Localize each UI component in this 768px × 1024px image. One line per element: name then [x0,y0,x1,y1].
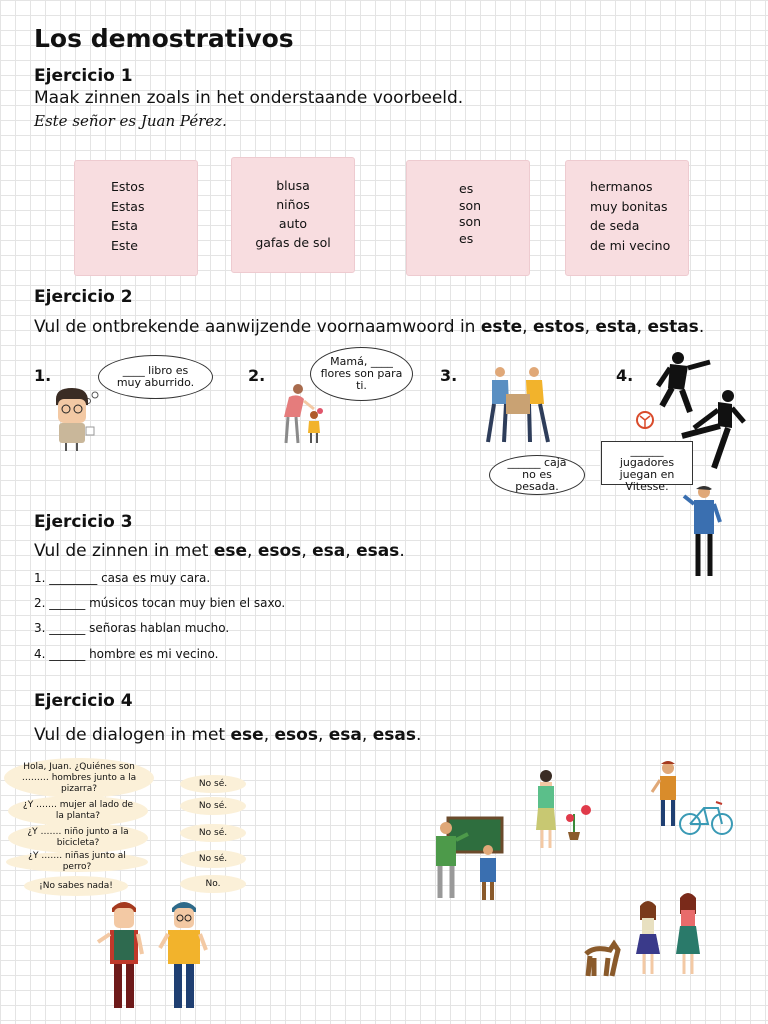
mother-and-child-icon [274,383,326,447]
ex2-heading: Ejercicio 2 [34,287,133,307]
ex4-instruction [34,725,421,745]
ex2-instruction [34,317,704,337]
keyword: esos [257,541,302,561]
dialogue-cloud: ¿Y ……. niñas junto al perro? [6,852,148,872]
item-number-1: 1. [34,366,52,385]
keyword: estos [532,317,585,337]
dialogue-cloud: ¿Y ……. mujer al lado de la planta? [8,796,148,826]
item-number-3: 3. [440,366,458,385]
word: muy bonitas [590,198,668,214]
separator: , [584,317,596,337]
speech-bubble-2: Mamá, ____ flores son para ti. [310,347,413,401]
instruction-text: Vul de zinnen in met [34,541,214,561]
word: son [459,197,482,213]
ex3-heading: Ejercicio 3 [34,512,133,532]
separator: , [522,317,533,337]
instruction-text: Vul de ontbrekende aanwijzende voornaamwoord in [34,317,481,337]
word: de mi vecino [590,237,671,253]
page-title: Los demostrativos [34,24,294,53]
speech-bubble-1: ____ libro es muy aburrido. [98,355,213,399]
item-number-4: 4. [616,366,634,385]
separator: . [415,725,422,745]
instruction-text: Vul de dialogen in met [34,725,231,745]
word: auto [278,216,308,231]
word: blusa [276,178,310,193]
keyword: estas [647,317,699,337]
separator: , [345,541,357,561]
word-box-nouns [231,157,355,273]
word: gafas de sol [255,235,331,250]
separator: , [247,541,258,561]
dialogue-cloud: Hola, Juan. ¿Quiénes son ……… hombres junto a la pizarra? [4,758,154,798]
keyword: esos [274,725,318,745]
keyword: ese [213,541,248,561]
separator: , [263,725,275,745]
keyword: esa [312,541,346,561]
ex4-heading: Ejercicio 4 [34,691,133,711]
word-box-complements [565,160,689,276]
separator: . [698,317,705,337]
ex3-instruction [34,541,405,561]
word: es [459,230,474,246]
separator: , [636,317,648,337]
reply-cloud: No sé. [180,775,246,793]
exercise-sentence: 3. ______ señoras hablan mucho. [34,621,230,635]
word-box-subjects [74,160,198,276]
dialogue-cloud: ¿Y ……. niño junto a la bicicleta? [8,823,148,853]
word: Estos [111,179,145,194]
exercise-sentence: 4. ______ hombre es mi vecino. [34,647,219,661]
word: Esta [111,218,138,233]
exercise-sentence: 2. ______ músicos tocan muy bien el saxo. [34,596,286,610]
exercise-sentence: 1. ________ casa es muy cara. [34,571,211,585]
word: niños [276,197,310,212]
woman-with-plant-icon [530,768,600,850]
teachers-at-blackboard-icon [428,812,508,902]
keyword: esa [328,725,362,745]
ex1-instruction: Maak zinnen zoals in het onderstaande voorbeeld. [34,88,464,108]
keyword: esas [372,725,416,745]
word: de seda [590,218,640,233]
ex1-example: Este señor es Juan Pérez. [34,112,227,130]
two-boys-icon [94,898,214,1016]
girls-with-dog-icon [580,888,704,982]
reply-cloud: No sé. [180,824,246,842]
separator: , [361,725,373,745]
football-players-icon [632,350,750,474]
keyword: esas [356,541,400,561]
bubble-text: jugadores juegan en Vitesse. [619,456,675,493]
separator: . [399,541,405,561]
keyword: ese [230,725,264,745]
men-carrying-box-icon [482,364,554,446]
keyword: esta [595,317,637,337]
word: son [459,214,482,229]
bubble-blank: ______ [630,444,664,457]
separator: , [301,541,313,561]
word: hermanos [590,179,653,194]
word-box-verbs [406,160,530,276]
boy-with-glasses-icon [50,385,110,455]
speech-bubble-3: ______ caja no es pesada. [489,455,585,495]
separator: , [317,725,329,745]
item-number-2: 2. [248,366,266,385]
dialogue-cloud: ¡No sabes nada! [24,876,128,896]
word: Estas [111,198,145,214]
ex1-heading: Ejercicio 1 [34,66,133,86]
man-pointing-icon [682,484,724,580]
reply-cloud: No sé. [180,797,246,815]
keyword: este [480,317,523,337]
boy-with-bicycle-icon [648,758,736,836]
reply-cloud: No sé. [180,850,246,868]
reply-cloud: No. [180,875,246,893]
word: es [459,181,474,196]
word: Este [111,237,139,253]
